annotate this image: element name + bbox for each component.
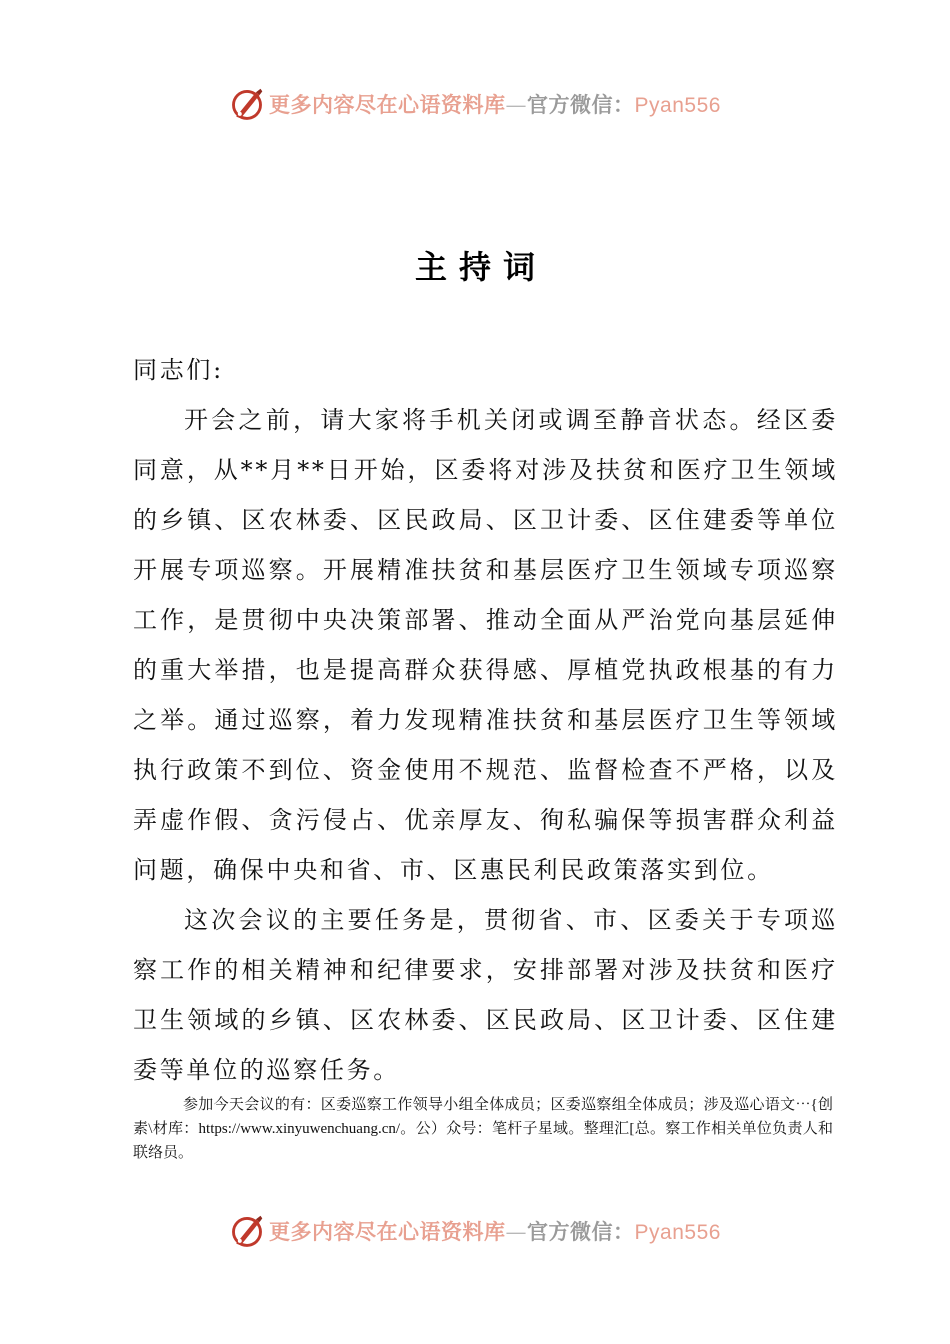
- banner-site-text: 更多内容尽在心语资料库: [269, 1219, 506, 1244]
- banner-wechat-label: 官方微信：: [527, 92, 635, 117]
- footer-banner: [0, 1209, 950, 1253]
- document-body: [133, 345, 838, 1095]
- page-title: 主持词: [414, 248, 547, 286]
- attendee-note: 参加今天会议的有：区委巡察工作领导小组全体成员；区委巡察组全体成员；涉及巡心语文⋯{创素\材库：https://www.xinyuwenchuang.cn/。公）众号：笔杆子星域。整理汇[总。察工作相关单位负责人和联络员。: [133, 1097, 833, 1161]
- salutation: 同志们:: [133, 356, 224, 384]
- banner-wechat-id: Pyan556: [634, 1221, 721, 1244]
- header-banner: [0, 82, 950, 126]
- paragraph-1: 开会之前，请大家将手机关闭或调至静音状态。经区委同意，从**月**日开始，区委将对涉及扶贫和医疗卫生领域的乡镇、区农林委、区民政局、区卫计委、区住建委等单位开展专项巡察。开展精准扶贫和基层医疗卫生领域专项巡察工作，是贯彻中央决策部署、推动全面从严治党向基层延伸的重大举措，也是提高群众获得感、厚植党执政根基的有力之举。通过巡察，着力发现精准扶贫和基层医疗卫生等领域执行政策不到位、资金使用不规范、监督检查不严格，以及弄虚作假、贪污侵占、优亲厚友、徇私骗保等损害群众利益问题，确保中央和省、市、区惠民利民政策落实到位。: [133, 406, 838, 884]
- banner-text: [269, 89, 721, 119]
- banner-dash: —: [505, 1220, 528, 1244]
- banner-site-text: 更多内容尽在心语资料库: [269, 92, 506, 117]
- pen-circle-logo-icon: [229, 1213, 265, 1249]
- banner-dash: —: [505, 93, 528, 117]
- banner-text: [269, 1216, 721, 1246]
- paragraph-2: 这次会议的主要任务是，贯彻省、市、区委关于专项巡察工作的相关精神和纪律要求，安排部署对涉及扶贫和医疗卫生领域的乡镇、区农林委、区民政局、区卫计委、区住建委等单位的巡察任务。: [133, 906, 838, 1084]
- banner-wechat-label: 官方微信：: [527, 1219, 635, 1244]
- pen-circle-logo-icon: [229, 86, 265, 122]
- banner-wechat-id: Pyan556: [634, 94, 721, 117]
